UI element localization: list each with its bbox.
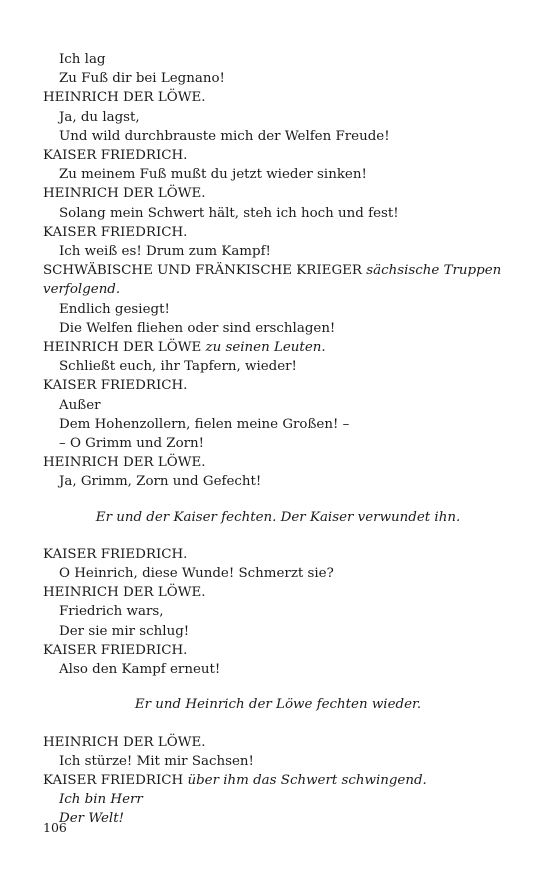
speaker-line xyxy=(43,733,513,752)
speaker-name: KAISER FRIEDRICH. xyxy=(43,546,188,562)
stage-direction: Er und Heinrich der Löwe fechten wieder. xyxy=(134,697,422,713)
speaker-line xyxy=(43,184,513,203)
speaker-name: HEINRICH DER LÖWE. xyxy=(43,455,206,471)
verse-line: Die Welfen fliehen oder sind erschlagen! xyxy=(59,320,336,336)
verse-line: Und wild durchbrauste mich der Welfen Freude! xyxy=(59,128,390,144)
verse-line: Friedrich wars, xyxy=(59,604,164,620)
speaker-direction: über ihm das Schwert schwingend. xyxy=(187,772,427,788)
speaker-name: HEINRICH DER LÖWE. xyxy=(43,734,206,750)
speaker-line xyxy=(43,146,513,165)
verse-line: Zu meinem Fuß mußt du jetzt wieder sinken! xyxy=(59,167,367,183)
verse-line: Der sie mir schlug! xyxy=(59,623,190,639)
speaker-line xyxy=(43,88,513,107)
verse-line: Zu Fuß dir bei Legnano! xyxy=(59,71,225,87)
verse-line: Ja, Grimm, Zorn und Gefecht! xyxy=(59,474,262,490)
verse-line: Der Welt! xyxy=(59,811,124,827)
speaker-name: HEINRICH DER LÖWE. xyxy=(43,585,206,601)
speaker-line xyxy=(43,261,513,280)
verse-line: – O Grimm und Zorn! xyxy=(59,436,205,452)
drama-text xyxy=(43,50,513,829)
page-number: 106 xyxy=(43,820,67,835)
speaker-line xyxy=(43,771,513,790)
stage-direction: Er und der Kaiser fechten. Der Kaiser verwundet ihn. xyxy=(95,509,461,525)
verse-line: Außer xyxy=(59,397,101,413)
speaker-name: KAISER FRIEDRICH. xyxy=(43,148,188,164)
verse-line: Ich weiß es! Drum zum Kampf! xyxy=(59,244,271,260)
speaker-name: HEINRICH DER LÖWE. xyxy=(43,90,206,106)
speaker-line xyxy=(43,338,513,357)
speaker-name: KAISER FRIEDRICH. xyxy=(43,642,188,658)
speaker-direction: sächsische Truppen xyxy=(366,263,502,279)
verse-line: Schließt euch, ihr Tapfern, wieder! xyxy=(59,359,297,375)
speaker-direction: zu seinen Leuten. xyxy=(205,340,326,356)
speaker-name: HEINRICH DER LÖWE xyxy=(43,340,202,356)
speaker-line xyxy=(43,583,513,602)
speaker-name: KAISER FRIEDRICH. xyxy=(43,378,188,394)
speaker-name: KAISER FRIEDRICH xyxy=(43,772,184,788)
speaker-name: SCHWÄBISCHE UND FRÄNKISCHE KRIEGER xyxy=(43,263,363,279)
verse-line: Also den Kampf erneut! xyxy=(59,662,221,678)
speaker-direction-continued: verfolgend. xyxy=(43,282,121,298)
verse-line: Ja, du lagst, xyxy=(59,109,140,125)
speaker-line xyxy=(43,223,513,242)
speaker-line xyxy=(43,453,513,472)
speaker-line xyxy=(43,641,513,660)
speaker-line xyxy=(43,376,513,395)
verse-line: Ich lag xyxy=(59,52,106,67)
verse-line: Ich stürze! Mit mir Sachsen! xyxy=(59,753,254,769)
verse-line: Endlich gesiegt! xyxy=(59,301,170,317)
speaker-line xyxy=(43,545,513,564)
verse-line: Ich bin Herr xyxy=(59,792,143,808)
speaker-name: HEINRICH DER LÖWE. xyxy=(43,186,206,202)
verse-line: O Heinrich, diese Wunde! Schmerzt sie? xyxy=(59,566,334,582)
verse-line: Dem Hohenzollern, fielen meine Großen! – xyxy=(59,416,350,432)
speaker-name: KAISER FRIEDRICH. xyxy=(43,224,188,240)
verse-line: Solang mein Schwert hält, steh ich hoch und fest! xyxy=(59,205,399,221)
